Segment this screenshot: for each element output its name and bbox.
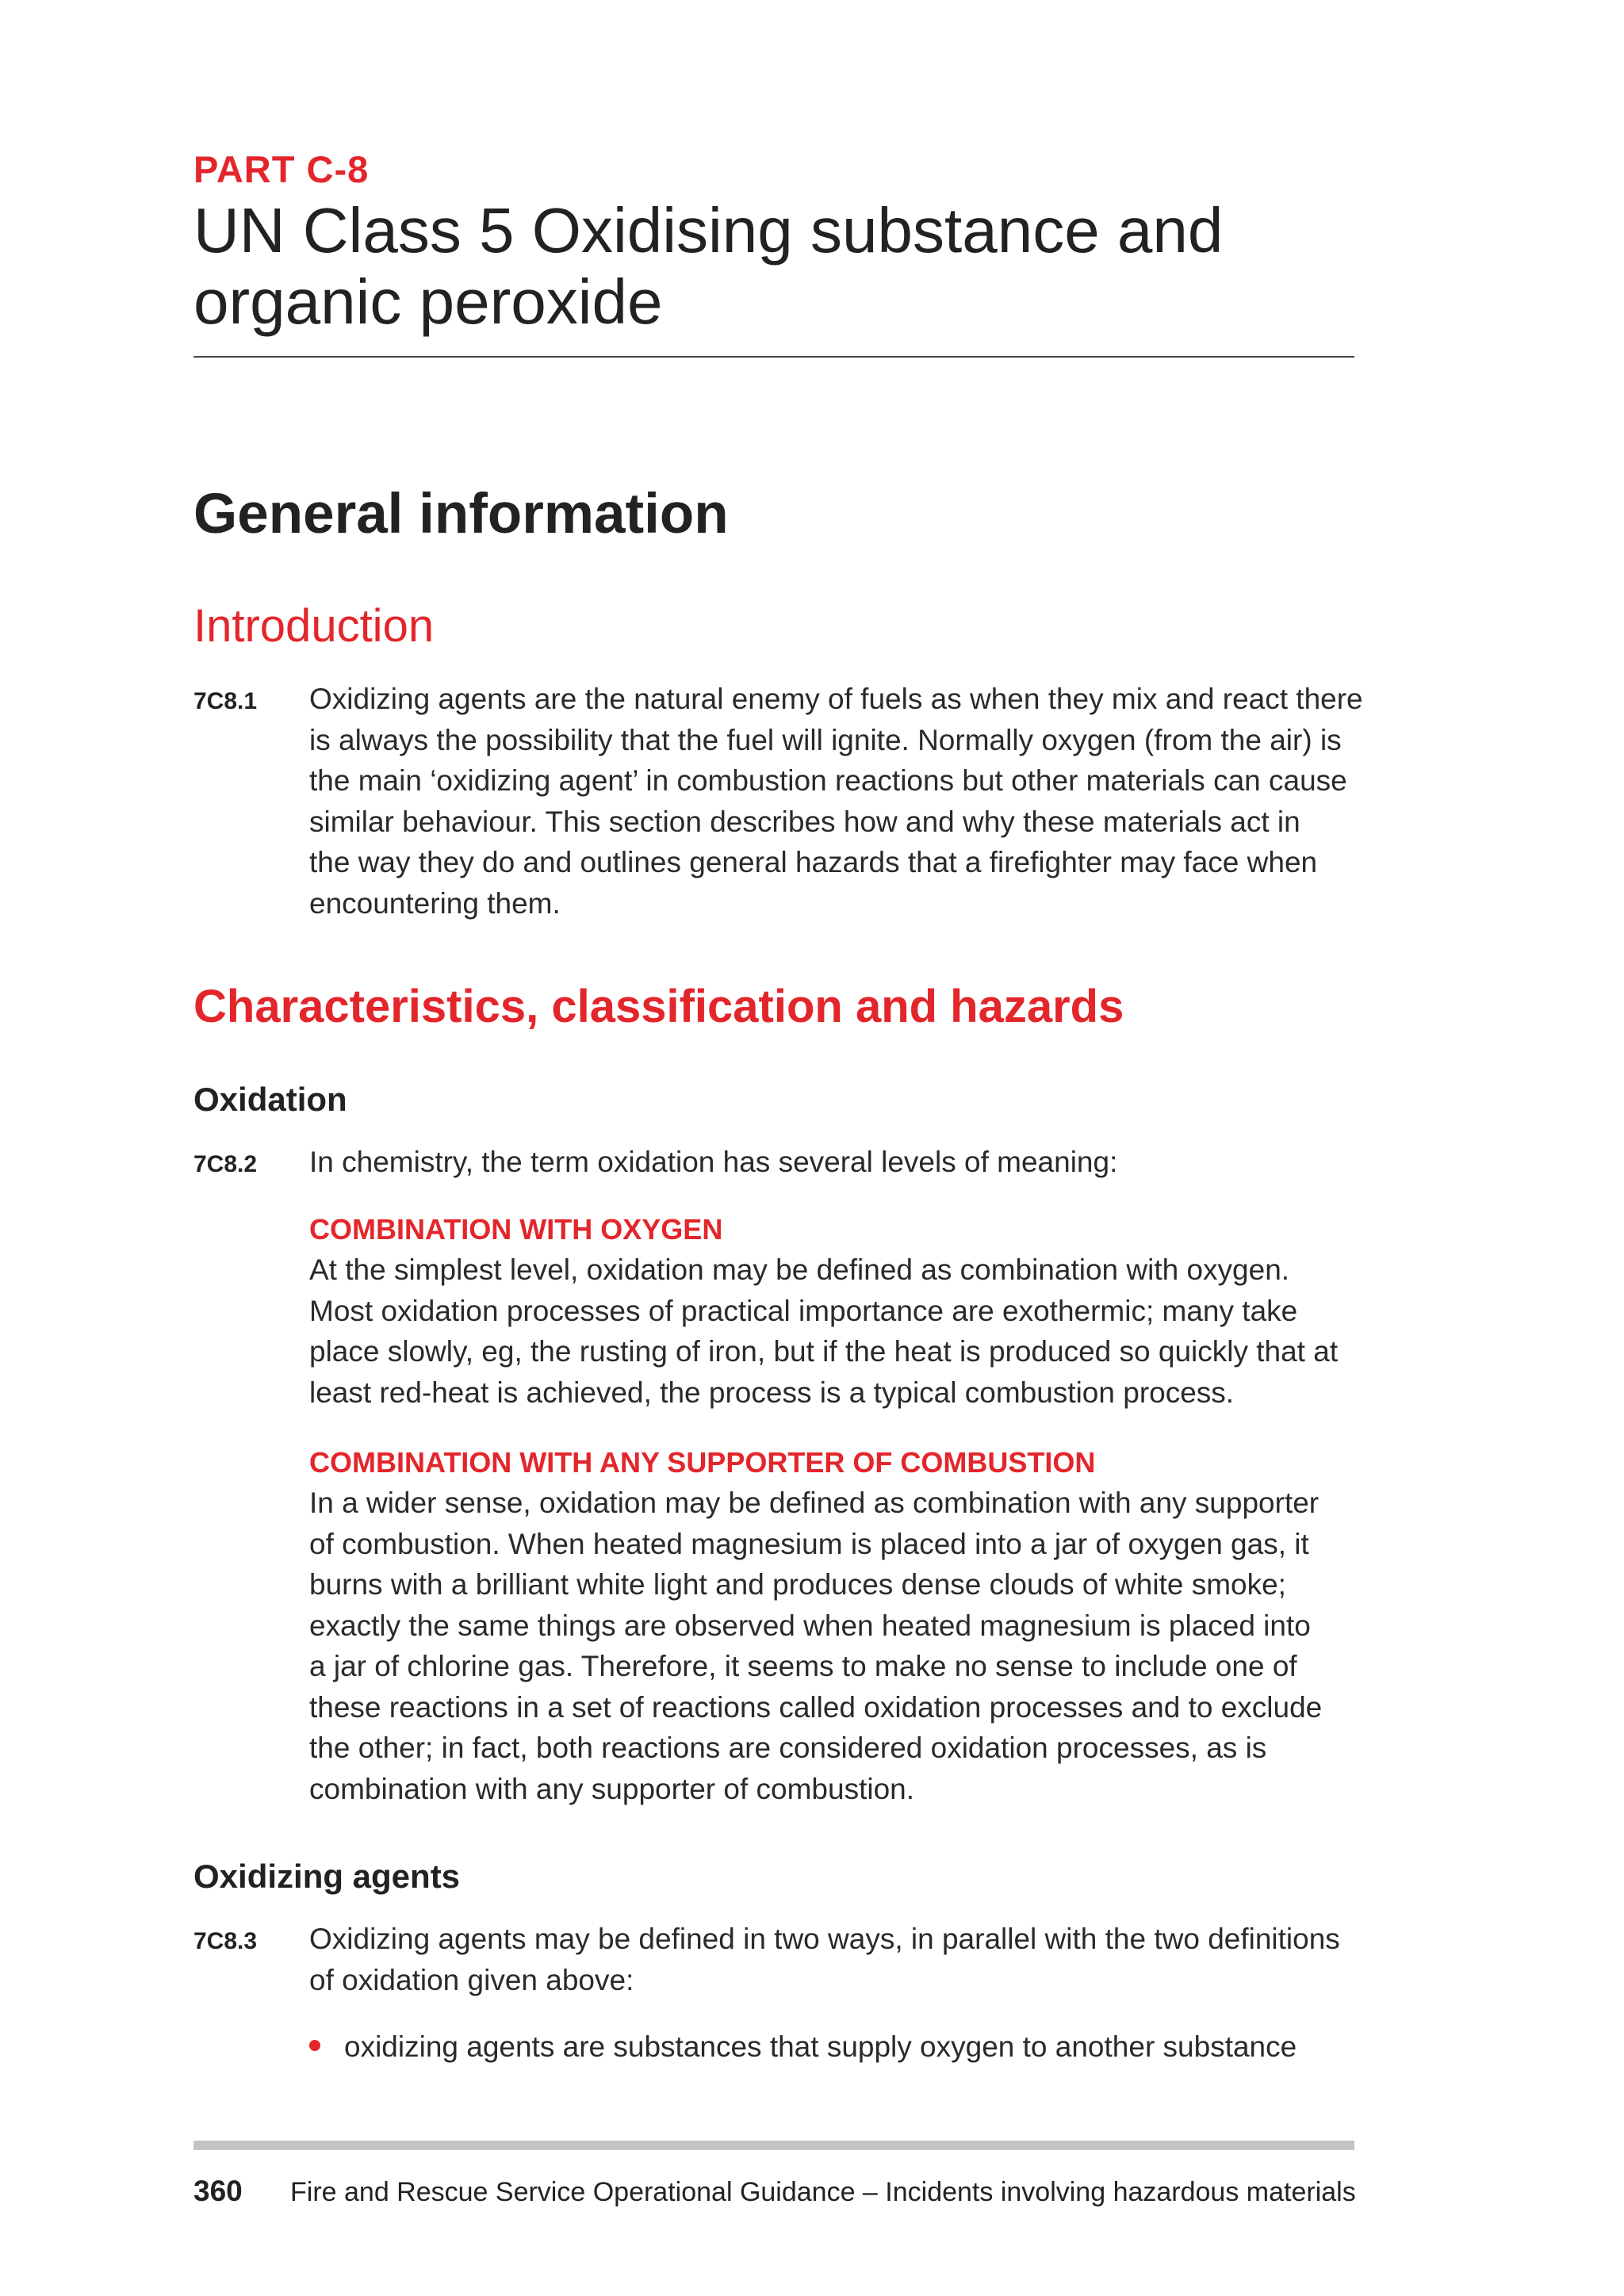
caps-heading-combination-with-supporter: COMBINATION WITH ANY SUPPORTER OF COMBUSTION [309,1446,1096,1479]
paragraph-number: 7C8.1 [193,688,258,714]
text-line: the main ‘oxidizing agent’ in combustion reactions but other materials can cause [309,764,1347,797]
text-line: burns with a brilliant white light and produces dense clouds of white smoke; [309,1568,1286,1601]
paragraph-oxidizing-agents [309,1919,1364,2000]
text-line: exactly the same things are observed when heated magnesium is placed into [309,1609,1311,1642]
text-line: of oxidation given above: [309,1963,634,1996]
text-line: Most oxidation processes of practical importance are exothermic; many take [309,1294,1298,1327]
text-line: encountering them. [309,886,561,920]
text-line: Oxidizing agents may be defined in two ways, in parallel with the two definitions [309,1923,1340,1955]
page-title-line-2: organic peroxide [193,266,663,337]
text-line: the other; in fact, both reactions are considered oxidation processes, as is [309,1732,1267,1764]
text-line: In chemistry, the term oxidation has several levels of meaning: [309,1146,1118,1178]
title-divider [193,356,1354,358]
paragraph-oxidation-intro [309,1142,1364,1183]
paragraph-combination-with-oxygen [309,1249,1364,1413]
paragraph-number: 7C8.3 [193,1928,258,1954]
text-line: combination with any supporter of combustion. [309,1772,915,1805]
page-title-line-1: UN Class 5 Oxidising substance and [193,195,1224,266]
text-line: In a wider sense, oxidation may be defined as combination with any supporter [309,1487,1320,1519]
heading-introduction: Introduction [193,600,435,652]
subheading-oxidation: Oxidation [193,1081,347,1118]
text-line: the way they do and outlines general hazards that a firefighter may face when [309,846,1318,878]
caps-heading-combination-with-oxygen: COMBINATION WITH OXYGEN [309,1213,723,1246]
text-line: similar behaviour. This section describes how and why these materials act in [309,805,1300,838]
section-heading-general-information: General information [193,483,729,545]
text-line: a jar of chlorine gas. Therefore, it seems to make no sense to include one of [309,1650,1297,1682]
footer-divider [193,2141,1354,2150]
text-line: these reactions in a set of reactions called oxidation processes and to exclude [309,1690,1323,1724]
page-title [193,195,1351,338]
text-line: least red-heat is achieved, the process is a typical combustion process. [309,1376,1235,1409]
list-item [309,2026,1364,2068]
bullet-icon [309,2040,320,2051]
text-line: Oxidizing agents are the natural enemy of fuels as when they mix and react there [309,683,1363,715]
subheading-oxidizing-agents: Oxidizing agents [193,1858,461,1895]
part-label: PART C-8 [193,148,370,190]
page-number: 360 [193,2175,243,2207]
text-line: At the simplest level, oxidation may be defined as combination with oxygen. [309,1253,1290,1286]
heading-characteristics: Characteristics, classification and hazards [193,981,1124,1032]
paragraph-number: 7C8.2 [193,1151,258,1177]
paragraph-combination-with-supporter [309,1483,1364,1809]
footer-title: Fire and Rescue Service Operational Guidance – Incidents involving hazardous materials [290,2177,1356,2207]
text-line: place slowly, eg, the rusting of iron, but if the heat is produced so quickly that at [309,1335,1339,1368]
list-item-text: oxidizing agents are substances that supply oxygen to another substance [344,2030,1297,2063]
text-line: of combustion. When heated magnesium is placed into a jar of oxygen gas, it [309,1527,1309,1560]
paragraph-introduction [309,679,1364,924]
text-line: is always the possibility that the fuel will ignite. Normally oxygen (from the air) is [309,723,1342,756]
